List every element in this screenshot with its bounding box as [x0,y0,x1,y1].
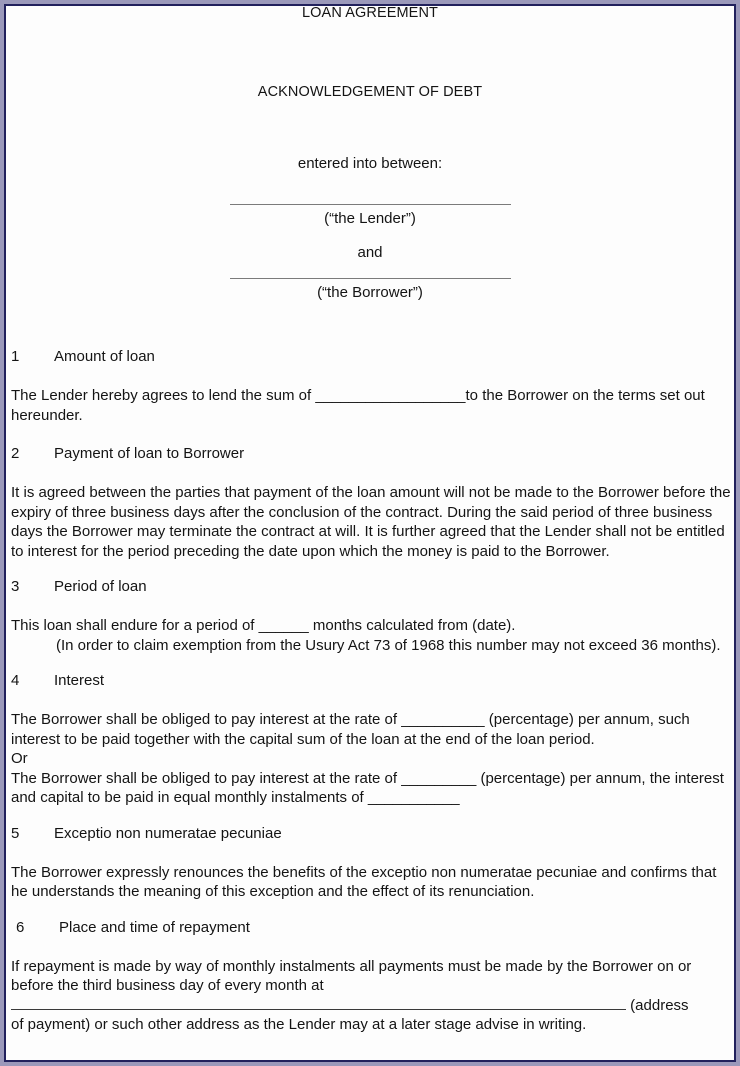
clause-spacer [11,561,733,577]
clause-1-number: 1 [11,348,20,365]
clause-1-body [11,386,733,425]
clause-2 [11,444,733,561]
clause-4-paragraph-2: The Borrower shall be obliged to pay interest at the rate of _________ (percentage) per annum, the interest and capital to be paid in equal monthly instalments of ___________ [11,769,724,806]
clause-2-number: 2 [11,445,20,462]
document-subtitle: ACKNOWLEDGEMENT OF DEBT [257,84,483,100]
clause-6-heading [11,918,733,937]
clause-3-number: 3 [11,578,20,595]
clause-5-heading [11,824,733,843]
borrower-caption: (“the Borrower”) [317,284,423,301]
clause-2-body [11,483,733,561]
clause-5-number: 5 [11,824,20,842]
clause-spacer [11,808,733,824]
clause-4-number: 4 [11,672,20,689]
lender-signature-line[interactable] [230,204,511,205]
clause-6-body [11,957,733,1035]
clause-3-heading [11,577,733,596]
clause-5-title: Exceptio non numeratae pecuniae [54,824,282,842]
lender-signature-block [6,204,734,301]
clause-spacer [11,655,733,671]
parties-conjunction: and [357,244,383,261]
clause-6-title: Place and time of repayment [59,918,250,936]
document-title: LOAN AGREEMENT [302,6,438,21]
clause-2-paragraph-1: It is agreed between the parties that payment of the loan amount will not be made to the Borrower before the expiry of three business days after the conclusion of the contract. During the said period of three business days the Borrower may terminate the contract at will. It is further agreed that the Lender shall not be entitled to interest for the period preceding the date upon which the money is paid to the Borrower. [11,484,731,560]
clause-6 [11,918,733,1035]
clause-5 [11,824,733,902]
clause-6-address-label: (address [630,996,689,1014]
document-sheet [6,6,734,1060]
clause-1-heading [11,347,733,366]
clause-5-body [11,863,733,902]
clause-3 [11,577,733,655]
entered-into-label: entered into between: [297,155,443,172]
clause-1-title: Amount of loan [54,348,155,365]
clause-4 [11,671,733,808]
clause-3-paragraph-2: (In order to claim exemption from the Usury Act 73 of 1968 this number may not exceed 36 months). [56,636,721,654]
clause-6-paragraph-3: of payment) or such other address as the Lender may at a later stage advise in writing. [11,1016,587,1033]
clause-spacer [11,902,733,918]
clause-4-heading [11,671,733,690]
clause-1 [11,347,733,425]
address-blank-field[interactable] [11,996,626,1010]
clause-4-paragraph-1: The Borrower shall be obliged to pay interest at the rate of __________ (percentage) per annum, such interest to be paid together with the capital sum of the loan at the end of the loan period. [11,711,690,748]
clause-6-address-line [11,996,733,1016]
clause-6-paragraph-1: If repayment is made by way of monthly instalments all payments must be made by the Borrower on or before the third business day of every month at [11,957,692,994]
clause-3-body [11,616,733,655]
clause-list [6,347,734,1035]
lender-caption: (“the Lender”) [324,210,416,227]
clause-3-title: Period of loan [54,578,147,595]
clause-4-alternative-label: Or [11,750,28,767]
clause-4-body [11,710,733,808]
clause-4-title: Interest [54,672,105,689]
clause-3-paragraph-1: This loan shall endure for a period of ______ months calculated from (date). [11,617,516,634]
clause-5-paragraph-1: The Borrower expressly renounces the benefits of the exceptio non numeratae pecuniae and confirms that he understands the meaning of this exception and the effect of its renunciation. [11,863,717,900]
clause-6-number: 6 [16,918,25,936]
clause-spacer [11,425,733,444]
clause-2-title: Payment of loan to Borrower [54,445,245,462]
clause-1-paragraph-1: The Lender hereby agrees to lend the sum of __________________to the Borrower on the terms set out hereunder. [11,387,705,424]
clause-2-heading [11,444,733,463]
borrower-signature-line[interactable] [230,278,511,279]
